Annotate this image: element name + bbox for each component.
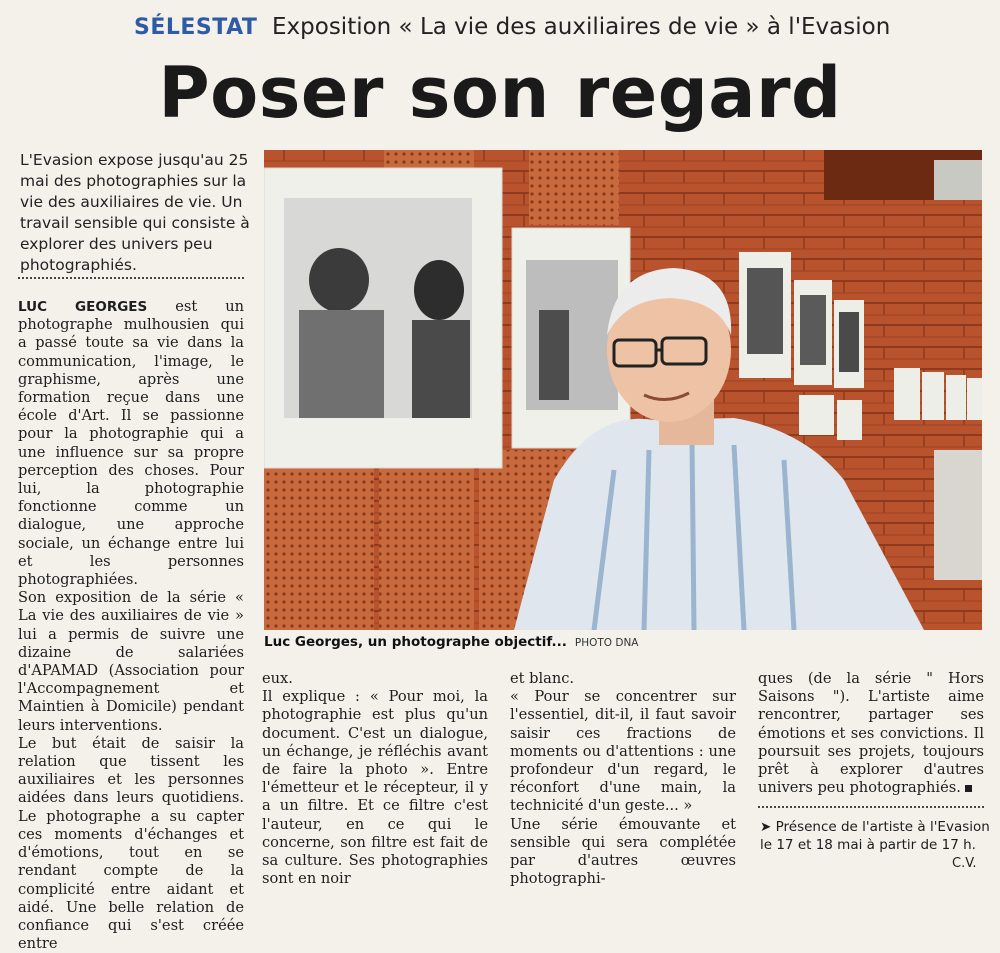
col2-paragraph-1: eux. [262, 670, 293, 687]
end-mark-icon [965, 785, 972, 792]
author-name: LUC GEORGES [18, 299, 148, 315]
article-photo [264, 150, 982, 630]
arrow-icon: ➤ [760, 819, 772, 835]
photo-caption [264, 634, 639, 650]
col2-paragraph-2: Il explique : « Pour moi, la photographie est plus qu'un document. C'est un dialogue, un échange, je réfléchis avant de faire la photo ». Entre l'émetteur et le récepteur, il y a un filtre. Et ce filtre c'est l'auteur, en ce qui le concerne, son filtre est fait de sa culture. Ses photographies sont en noir [262, 688, 488, 888]
caption-text: Luc Georges, un photographe objectif... [264, 634, 567, 650]
event-note-text: Présence de l'artiste à l'Evasion le 17 et 18 mai à partir de 17 h. [760, 819, 990, 853]
body-column-3 [510, 670, 736, 888]
col3-paragraph-1: et blanc. [510, 670, 575, 687]
body-column-2 [262, 670, 488, 888]
note-divider [758, 806, 984, 808]
col1-paragraph-1: est un photographe mulhousien qui a passé toute sa vie dans la communication, l'image, le graphisme, après une formation reçue dans une école d'Art. Il se passionne pour la photographie qui a une influence sur sa propre perception des choses. Pour lui, la photographie fonctionne comme un dialogue, une approche sociale, un échange entre lui et les personnes photographiées. [18, 298, 244, 589]
col1-paragraph-2: Son exposition de la série « La vie des auxiliaires de vie » lui a permis de suivre une dizaine de salariées d'APAMAD (Association pour l'Accompagnement et Maintien à Domicile) pendant leurs interventions. [18, 589, 244, 734]
event-note [760, 818, 990, 854]
col3-paragraph-3: Une série émouvante et sensible qui sera complétée par d'autres œuvres photographi- [510, 815, 736, 888]
article-lede: L'Evasion expose jusqu'au 25 mai des photographies sur la vie des auxiliaires de vie. Un travail sensible qui consiste à explorer des univers peu photographiés. [20, 151, 250, 274]
article-headline: Poser son regard [158, 52, 842, 134]
body-column-4 [758, 670, 984, 797]
article-subhead: Exposition « La vie des auxiliaires de vie » à l'Evasion [272, 14, 891, 40]
col3-paragraph-2: « Pour se concentrer sur l'essentiel, dit-il, il faut savoir saisir ces fractions de moments ou d'attentions : une profondeur d'un regard, le réconfort d'une main, la technicité d'un geste... » [510, 688, 736, 815]
col1-paragraph-3: Le but était de saisir la relation que tissent les auxiliaires et les personnes aidées dans leurs quotidiens. Le photographe a su capter ces moments d'échanges et d'émotions, tout en se rendant compte de la complicité entre aidant et aidé. Une belle relation de confiance qui s'est créée entre [18, 734, 244, 953]
lede-divider [18, 277, 244, 279]
photo-illustration [264, 150, 982, 630]
section-kicker: SÉLESTAT [134, 15, 258, 40]
author-signature: C.V. [952, 856, 977, 871]
body-column-1 [18, 298, 244, 953]
photo-credit: PHOTO DNA [574, 637, 639, 649]
col4-paragraph-1: ques (de la série " Hors Saisons "). L'artiste aime rencontrer, partager ses émotions et ses convictions. Il poursuit ses projets, toujours prêt à explorer d'autres univers peu photographiés. [758, 670, 984, 797]
